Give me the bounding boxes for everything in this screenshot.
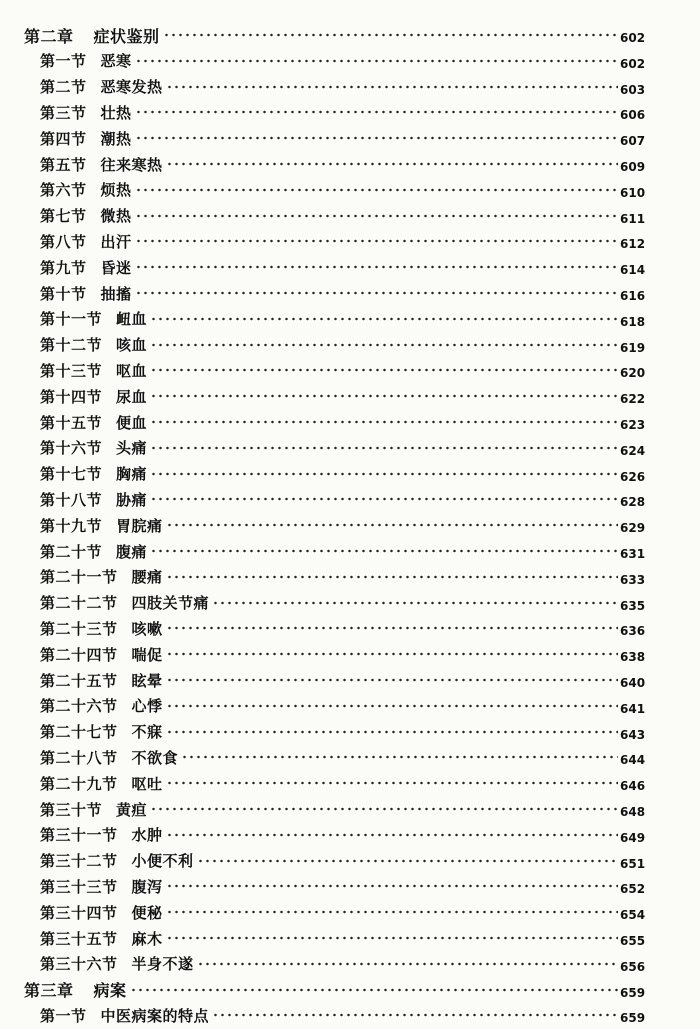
toc-page-number: 607 (620, 134, 646, 149)
toc-chapter-entry (0, 977, 700, 1003)
toc-entry-number: 第五节 (40, 155, 87, 174)
dot-leader (166, 907, 618, 917)
toc-section-entry (0, 461, 700, 487)
toc-entry-label (0, 437, 147, 458)
dot-leader (166, 623, 618, 633)
toc-section-entry (0, 822, 700, 848)
dot-leader (166, 701, 618, 711)
dot-leader (150, 417, 618, 427)
toc-entry-number: 第一节 (40, 52, 87, 71)
toc-page-number: 641 (620, 701, 646, 716)
toc-page-number: 618 (620, 314, 646, 329)
toc-entry-title: 恶寒 (100, 52, 132, 71)
toc-entry-number: 第三节 (40, 103, 87, 122)
toc-entry-number: 第三十节 (40, 800, 103, 819)
toc-section-entry (0, 435, 700, 461)
toc-page-number: 614 (620, 263, 646, 278)
dot-leader (135, 236, 618, 246)
toc-page-number: 656 (620, 959, 646, 974)
toc-entry-label (0, 154, 163, 175)
toc-entry-label (0, 566, 163, 587)
toc-entry-title: 四肢关节痛 (131, 594, 210, 613)
toc-entry-label (0, 257, 132, 278)
toc-entry-label (0, 128, 132, 149)
dot-leader (135, 56, 618, 66)
toc-page-number: 636 (620, 624, 646, 639)
toc-page-number: 612 (620, 237, 646, 252)
toc-page-number: 620 (620, 366, 646, 381)
toc-entry-label (0, 386, 147, 407)
toc-entry-label (0, 489, 147, 510)
toc-section-entry (0, 486, 700, 512)
dot-leader (150, 494, 618, 504)
toc-entry-number: 第七节 (40, 207, 87, 226)
toc-entry-number: 第二十七节 (40, 723, 118, 742)
toc-entry-title: 头痛 (116, 439, 148, 458)
toc-entry-title: 腰痛 (131, 568, 163, 587)
toc-section-entry (0, 796, 700, 822)
toc-entry-title: 胸痛 (116, 465, 148, 484)
toc-section-entry (0, 538, 700, 564)
toc-entry-number: 第三十四节 (40, 903, 118, 922)
toc-page-number: 643 (620, 727, 646, 742)
toc-chapter-entry (0, 22, 700, 48)
dot-leader (212, 598, 618, 608)
toc-entry-title: 衄血 (116, 310, 148, 329)
toc-entry-label (0, 953, 194, 974)
toc-entry-title: 水肿 (131, 826, 163, 845)
dot-leader (212, 1010, 618, 1020)
toc-entry-label (0, 541, 147, 562)
toc-section-entry (0, 409, 700, 435)
toc-page-number: 623 (620, 418, 646, 432)
toc-entry-number: 第十七节 (40, 465, 103, 484)
toc-entry-title: 微热 (100, 207, 132, 226)
toc-page-number: 640 (620, 676, 646, 690)
toc-section-entry (0, 151, 700, 177)
toc-section-entry (0, 74, 700, 100)
toc-entry-title: 咳血 (116, 336, 148, 355)
toc-entry-title: 胃脘痛 (116, 516, 163, 535)
dot-leader (150, 314, 618, 324)
toc-entry-title: 腹痛 (116, 542, 148, 561)
toc-section-entry (0, 306, 700, 332)
dot-leader (150, 443, 618, 453)
toc-section-entry (0, 332, 700, 358)
toc-section-entry (0, 125, 700, 151)
toc-entry-label (0, 644, 163, 665)
toc-entry-number: 第九节 (40, 258, 87, 277)
toc-entry-label (0, 978, 127, 1001)
toc-page-number: 602 (620, 31, 646, 45)
toc-entry-title: 潮热 (100, 129, 132, 148)
toc-section-entry (0, 873, 700, 899)
dot-leader (197, 959, 618, 969)
toc-entry-title: 烦热 (100, 181, 132, 200)
toc-entry-title: 便血 (116, 413, 148, 432)
toc-page-number: 622 (620, 392, 646, 407)
toc-entry-label (0, 179, 132, 200)
dot-leader (166, 881, 618, 891)
toc-entry-label (0, 463, 147, 484)
toc-entry-number: 第八节 (40, 232, 87, 251)
toc-entry-title: 胁痛 (116, 490, 148, 509)
toc-page-number: 638 (620, 650, 646, 665)
toc-entry-number: 第二十九节 (40, 774, 118, 793)
toc-entry-title: 心悸 (131, 697, 163, 716)
toc-entry-number: 第十一节 (40, 310, 103, 329)
dot-leader (135, 211, 618, 221)
toc-entry-number: 第三章 (24, 981, 74, 1001)
toc-entry-label (0, 799, 147, 820)
dot-leader (150, 546, 618, 556)
toc-page-number: 602 (620, 56, 646, 71)
toc-section-entry (0, 1002, 700, 1028)
toc-entry-label (0, 360, 147, 381)
toc-page-number: 633 (620, 572, 646, 587)
dot-leader (150, 340, 618, 350)
toc-entry-number: 第二十六节 (40, 697, 118, 716)
toc-entry-number: 第四节 (40, 129, 87, 148)
toc-entry-number: 第二节 (40, 78, 87, 97)
dot-leader (163, 30, 618, 40)
toc-section-entry (0, 693, 700, 719)
toc-entry-title: 抽搐 (100, 284, 132, 303)
toc-entry-title: 症状鉴别 (93, 26, 160, 46)
toc-entry-title: 咳嗽 (131, 619, 163, 638)
toc-entry-number: 第十九节 (40, 516, 103, 535)
toc-entry-number: 第二十一节 (40, 568, 118, 587)
toc-entry-number: 第二章 (24, 26, 74, 46)
toc-entry-title: 尿血 (116, 387, 148, 406)
dot-leader (166, 649, 618, 659)
toc-section-entry (0, 280, 700, 306)
toc-page-number: 611 (620, 211, 646, 226)
toc-page-number: 624 (620, 443, 646, 458)
toc-entry-label (0, 721, 163, 742)
dot-leader (166, 727, 618, 737)
toc-entry-title: 中医病案的特点 (100, 1006, 210, 1025)
toc-page-number: 626 (620, 469, 646, 484)
toc-section-entry (0, 719, 700, 745)
toc-page-number: 646 (620, 779, 646, 794)
toc-entry-title: 昏迷 (100, 258, 132, 277)
toc-entry-label (0, 283, 132, 304)
dot-leader (181, 752, 618, 762)
toc-entry-label (0, 1005, 209, 1026)
toc-section-entry (0, 177, 700, 203)
toc-entry-label (0, 592, 209, 613)
toc-entry-label (0, 902, 163, 923)
toc-entry-title: 恶寒发热 (100, 78, 163, 97)
toc-page-number: 603 (620, 82, 646, 97)
toc-page-number: 649 (620, 830, 646, 845)
toc-page-number: 635 (620, 598, 646, 613)
dot-leader (135, 185, 618, 195)
toc-section-entry (0, 357, 700, 383)
toc-section-entry (0, 951, 700, 977)
toc-entry-title: 壮热 (100, 103, 132, 122)
toc-entry-number: 第一节 (40, 1006, 87, 1025)
toc-entry-number: 第三十六节 (40, 955, 118, 974)
toc-page-number: 651 (620, 856, 646, 871)
toc-page-number: 610 (620, 185, 646, 200)
toc-entry-number: 第六节 (40, 181, 87, 200)
toc-page-number: 659 (620, 1011, 646, 1026)
toc-entry-title: 出汗 (100, 232, 132, 251)
toc-entry-label (0, 76, 163, 97)
toc-section-entry (0, 641, 700, 667)
toc-entry-label (0, 695, 163, 716)
toc-entry-label (0, 670, 163, 691)
dot-leader (197, 856, 618, 866)
dot-leader (166, 830, 618, 840)
toc-page-number: 609 (620, 160, 646, 174)
toc-section-entry (0, 848, 700, 874)
toc-page-number: 659 (620, 985, 646, 1000)
toc-entry-number: 第二十二节 (40, 594, 118, 613)
toc-entry-title: 麻木 (131, 929, 163, 948)
toc-section-entry (0, 770, 700, 796)
toc-entry-label (0, 773, 163, 794)
toc-entry-label (0, 205, 132, 226)
dot-leader (150, 469, 618, 479)
toc-section-entry (0, 512, 700, 538)
toc-entry-number: 第二十四节 (40, 645, 118, 664)
toc-entry-number: 第十二节 (40, 336, 103, 355)
dot-leader (150, 365, 618, 375)
toc-entry-number: 第十三节 (40, 361, 103, 380)
dot-leader (135, 107, 618, 117)
toc-entry-number: 第十八节 (40, 490, 103, 509)
toc-entry-label (0, 824, 163, 845)
dot-leader (130, 985, 618, 995)
toc-page-number: 654 (620, 908, 646, 923)
toc-entry-label (0, 928, 163, 949)
toc-section-entry (0, 99, 700, 125)
toc-entry-title: 呕血 (116, 361, 148, 380)
toc-entry-number: 第二十五节 (40, 671, 118, 690)
toc-page-number: 631 (620, 547, 646, 561)
toc-entry-number: 第十节 (40, 284, 87, 303)
toc-section-entry (0, 590, 700, 616)
toc-entry-number: 第二十节 (40, 542, 103, 561)
toc-entry-label (0, 618, 163, 639)
toc-entry-title: 腹泻 (131, 877, 163, 896)
toc-entry-number: 第三十五节 (40, 929, 118, 948)
toc-entry-number: 第十六节 (40, 439, 103, 458)
toc-page-number: 619 (620, 340, 646, 355)
toc-entry-label (0, 747, 178, 768)
toc-page-number: 616 (620, 289, 646, 303)
toc-entry-title: 眩晕 (131, 671, 163, 690)
toc-section-entry (0, 564, 700, 590)
toc-page-number: 628 (620, 495, 646, 510)
dot-leader (166, 778, 618, 788)
dot-leader (166, 933, 618, 943)
toc-section-entry (0, 48, 700, 74)
toc-page-number: 648 (620, 805, 646, 819)
dot-leader (166, 159, 618, 169)
toc-entry-title: 黄疸 (116, 800, 148, 819)
toc-section-entry (0, 228, 700, 254)
toc-entry-number: 第十五节 (40, 413, 103, 432)
toc-section-entry (0, 615, 700, 641)
toc-page-number: 652 (620, 882, 646, 897)
toc-section-entry (0, 383, 700, 409)
toc-entry-number: 第三十二节 (40, 852, 118, 871)
toc-entry-title: 往来寒热 (100, 155, 163, 174)
toc-entry-title: 不欲食 (131, 748, 179, 767)
toc-entry-title: 小便不利 (131, 852, 194, 871)
toc-entry-label (0, 231, 132, 252)
dot-leader (166, 520, 618, 530)
toc-section-entry (0, 254, 700, 280)
toc-entry-number: 第二十三节 (40, 619, 118, 638)
dot-leader (135, 262, 618, 272)
dot-leader (166, 572, 618, 582)
dot-leader (135, 133, 618, 143)
toc-entry-number: 第十四节 (40, 387, 103, 406)
toc-entry-label (0, 850, 194, 871)
dot-leader (150, 804, 618, 814)
toc-section-entry (0, 203, 700, 229)
toc-entry-number: 第三十一节 (40, 826, 118, 845)
toc-entry-label (0, 50, 132, 71)
toc-entry-label (0, 102, 132, 123)
toc-entry-title: 便秘 (131, 903, 163, 922)
toc-section-entry (0, 667, 700, 693)
toc-page-number: 655 (620, 934, 646, 948)
toc-entry-label (0, 334, 147, 355)
toc-section-entry (0, 925, 700, 951)
toc-entry-title: 呕吐 (131, 774, 163, 793)
toc-section-entry (0, 899, 700, 925)
toc-entry-label (0, 24, 160, 47)
toc-entry-title: 喘促 (131, 645, 163, 664)
toc-entry-title: 半身不遂 (131, 955, 194, 974)
toc-section-entry (0, 744, 700, 770)
toc-entry-number: 第二十八节 (40, 748, 118, 767)
toc-page-number: 644 (620, 753, 646, 768)
toc-entry-title: 不寐 (131, 723, 163, 742)
dot-leader (166, 82, 618, 92)
toc-entry-label (0, 876, 163, 897)
toc-entry-title: 病案 (93, 981, 127, 1001)
dot-leader (166, 675, 618, 685)
toc-entry-label (0, 308, 147, 329)
toc-entry-label (0, 515, 163, 536)
toc-entry-number: 第三十三节 (40, 877, 118, 896)
toc-page-number: 606 (620, 108, 646, 123)
dot-leader (150, 391, 618, 401)
dot-leader (135, 288, 618, 298)
toc-page-number: 629 (620, 521, 646, 536)
toc-entry-label (0, 412, 147, 433)
